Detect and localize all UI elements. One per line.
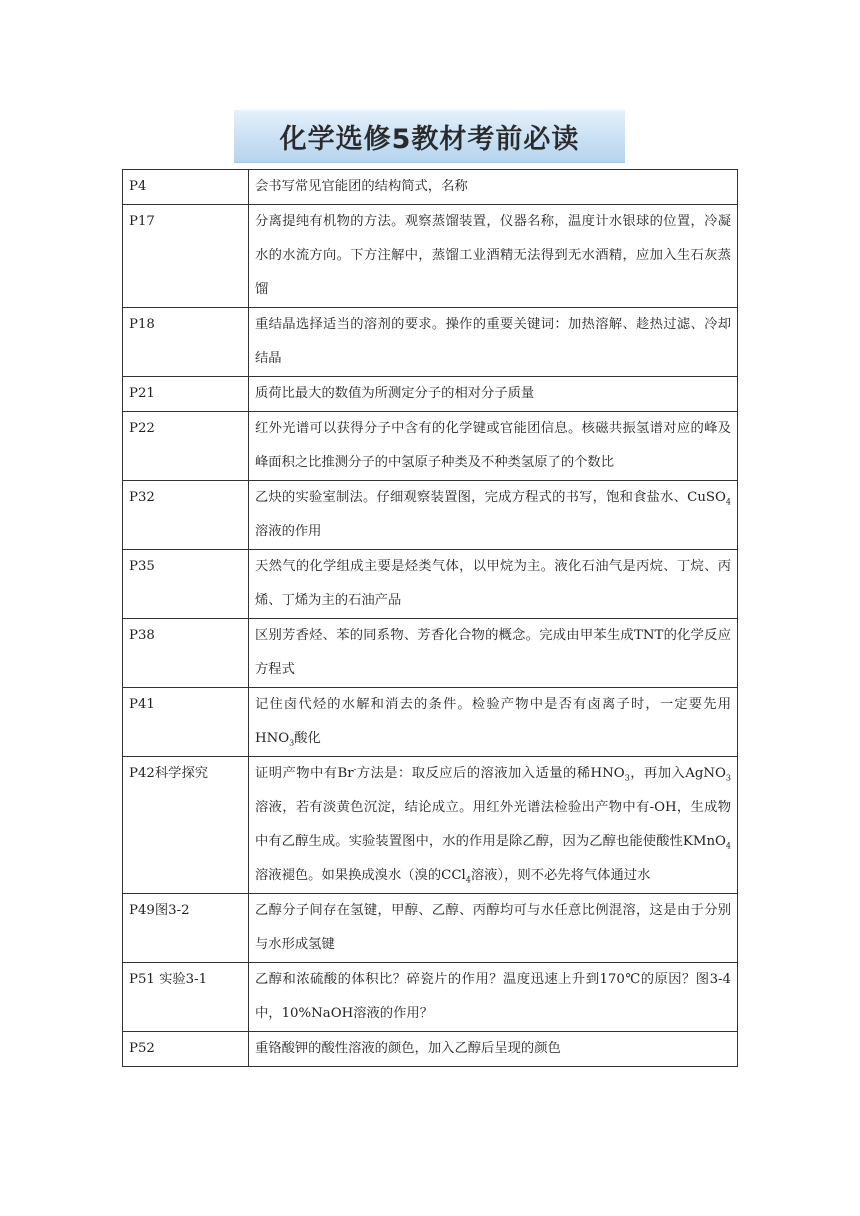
page-cell: P17: [123, 205, 249, 308]
page-cell: P21: [123, 377, 249, 412]
page-cell: P52: [123, 1032, 249, 1067]
subscript: 4: [725, 497, 731, 507]
table-row: [123, 412, 738, 481]
desc-cell: 分离提纯有机物的方法。观察蒸馏装置，仪器名称，温度计水银球的位置，冷凝水的水流方向。下方注解中，蒸馏工业酒精无法得到无水酒精，应加入生石灰蒸馏: [249, 205, 738, 308]
desc-text: 证明产物中有Br: [255, 766, 354, 781]
desc-cell: 质荷比最大的数值为所测定分子的相对分子质量: [249, 377, 738, 412]
desc-text: 溶液褪色。如果换成溴水（溴的CCl: [255, 868, 466, 883]
table-row: [123, 688, 738, 757]
desc-cell: 乙醇和浓硫酸的体积比？碎瓷片的作用？温度迅速上升到170℃的原因？图3-4中，10%NaOH溶液的作用？: [249, 963, 738, 1032]
page-cell: P49图3-2: [123, 894, 249, 963]
table-row: [123, 619, 738, 688]
desc-cell: [249, 757, 738, 894]
desc-text: 溶液的作用: [255, 524, 322, 539]
subscript: 4: [465, 875, 471, 885]
subscript: 3: [289, 738, 295, 748]
page-cell: P4: [123, 170, 249, 205]
desc-cell: 乙醇分子间存在氢键，甲醇、乙醇、丙醇均可与水任意比例混溶，这是由于分别与水形成氢键: [249, 894, 738, 963]
content-table: [122, 169, 738, 1067]
desc-cell: 红外光谱可以获得分子中含有的化学键或官能团信息。核磁共振氢谱对应的峰及峰面积之比推测分子的中氢原子种类及不种类氢原了的个数比: [249, 412, 738, 481]
desc-cell: 会书写常见官能团的结构简式，名称: [249, 170, 738, 205]
superscript: -: [353, 764, 357, 774]
desc-cell: [249, 481, 738, 550]
page-cell: P38: [123, 619, 249, 688]
desc-text: 方法是：取反应后的溶液加入适量的稀HNO: [356, 766, 625, 781]
page-cell: P41: [123, 688, 249, 757]
desc-text: 记住卤代烃的水解和消去的条件。检验产物中是否有卤离子时，一定要先用HNO: [255, 697, 731, 746]
table-row: [123, 1032, 738, 1067]
table-row: [123, 757, 738, 894]
desc-text: ，再加入AgNO: [629, 766, 726, 781]
desc-text: 溶液，若有淡黄色沉淀，结论成立。用红外光谱法检验出产物中有-OH，生成物中有乙醇生成。实验装置图中，水的作用是除乙醇，因为乙醇也能使酸性KMnO: [255, 800, 731, 849]
table-row: [123, 550, 738, 619]
table-row: [123, 481, 738, 550]
desc-text: 溶液），则不必先将气体通过水: [470, 868, 651, 883]
desc-text: 乙炔的实验室制法。仔细观察装置图，完成方程式的书写，饱和食盐水、CuSO: [255, 490, 726, 505]
desc-cell: 重结晶选择适当的溶剂的要求。操作的重要关键词：加热溶解、趁热过滤、冷却结晶: [249, 308, 738, 377]
table-row: [123, 308, 738, 377]
desc-cell: 重铬酸钾的酸性溶液的颜色，加入乙醇后呈现的颜色: [249, 1032, 738, 1067]
subscript: 4: [725, 841, 731, 851]
page-cell: P32: [123, 481, 249, 550]
page-cell: P42科学探究: [123, 757, 249, 894]
table-row: [123, 205, 738, 308]
desc-text: 酸化: [294, 731, 321, 746]
desc-cell: [249, 688, 738, 757]
page-cell: P35: [123, 550, 249, 619]
table-row: [123, 377, 738, 412]
page-cell: P51 实验3-1: [123, 963, 249, 1032]
desc-cell: 天然气的化学组成主要是烃类气体，以甲烷为主。液化石油气是丙烷、丁烷、丙烯、丁烯为主的石油产品: [249, 550, 738, 619]
table-row: [123, 963, 738, 1032]
banner-title: 化学选修5教材考前必读: [279, 123, 580, 155]
table-row: [123, 170, 738, 205]
table-row: [123, 894, 738, 963]
subscript: 3: [725, 773, 731, 783]
subscript: 3: [624, 773, 630, 783]
desc-cell: 区别芳香烃、苯的同系物、芳香化合物的概念。完成由甲苯生成TNT的化学反应方程式: [249, 619, 738, 688]
page-cell: P18: [123, 308, 249, 377]
title-banner: [234, 110, 625, 163]
page-cell: P22: [123, 412, 249, 481]
